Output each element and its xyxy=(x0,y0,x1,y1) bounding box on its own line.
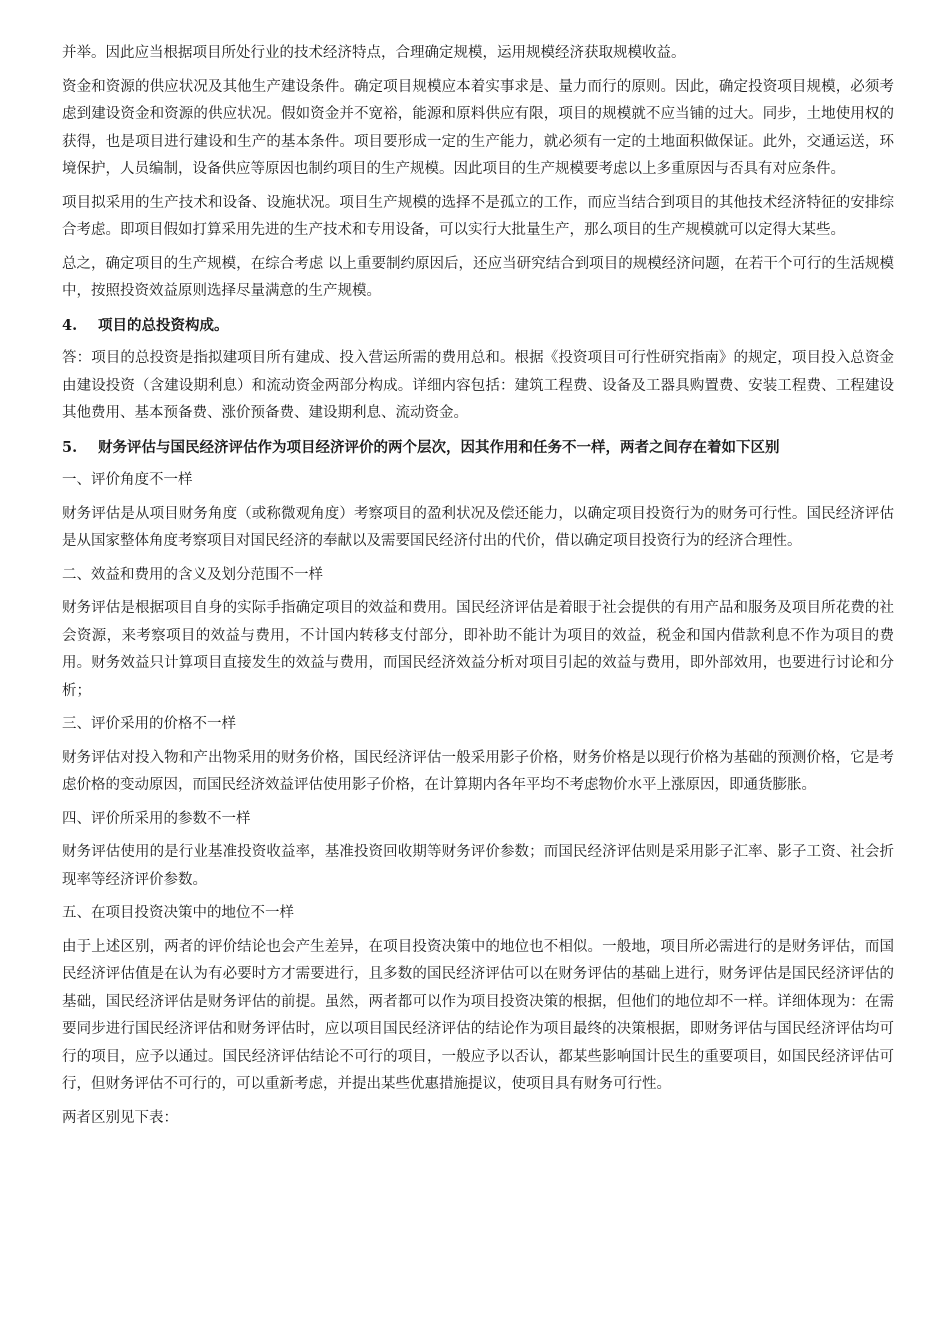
question-5-heading xyxy=(62,434,894,462)
question-4-answer: 答：项目的总投资是指拟建项目所有建成、投入营运所需的费用总和。根据《投资项目可行性研究指南》的规定，项目投入总资金由建设投资（含建设期利息）和流动资金两部分构成。详细内容包括：建筑工程费、设备及工器具购置费、安装工程费、工程建设其他费用、基本预备费、涨价预备费、建设期利息、流动资金。 xyxy=(62,350,894,421)
section-heading-4: 四、评价所采用的参数不一样 xyxy=(62,810,251,827)
section-body-1: 财务评估是从项目财务角度（或称微观角度）考察项目的盈利状况及偿还能力，以确定项目投资行为的财务可行性。国民经济评估是从国家整体角度考察项目对国民经济的奉献以及需要国民经济付出的代价，借以确定项目投资行为的经济合理性。 xyxy=(62,505,894,549)
section-body-3: 财务评估对投入物和产出物采用的财务价格，国民经济评估一般采用影子价格，财务价格是以现行价格为基础的预测价格，它是考虑价格的变动原因，而国民经济效益评估使用影子价格，在计算期内各年平均不考虑物价水平上涨原因，即通货膨胀。 xyxy=(62,749,894,793)
closing-line: 两者区别见下表： xyxy=(62,1109,178,1126)
question-4-number: 4. xyxy=(62,316,78,334)
paragraph-summary: 总之，确定项目的生产规模，在综合考虑 以上重要制约原因后，还应当研究结合到项目的规模经济问题，在若干个可行的生活规模中，按照投资效益原则选择尽量满意的生产规模。 xyxy=(62,255,894,299)
question-5-title: 财务评估与国民经济评估作为项目经济评价的两个层次，因其作用和任务不一样，两者之间存在着如下区别 xyxy=(98,438,780,456)
section-body-4: 财务评估使用的是行业基准投资收益率，基准投资回收期等财务评价参数；而国民经济评估则是采用影子汇率、影子工资、社会折现率等经济评价参数。 xyxy=(62,844,894,888)
paragraph-scale-economy: 并举。因此应当根据项目所处行业的技术经济特点，合理确定规模，运用规模经济获取规模收益。 xyxy=(62,45,686,61)
section-body-5: 由于上述区别，两者的评价结论也会产生差异，在项目投资决策中的地位也不相似。一般地，项目所必需进行的是财务评估，而国民经济评估值是在认为有必要时方才需要进行，且多数的国民经济评估可以在财务评估的基础上进行，财务评估是国民经济评估的基础，国民经济评估是财务评估的前提。虽然，两者都可以作为项目投资决策的根据，但他们的地位却不一样。详细体现为：在需要同步进行国民经济评估和财务评估时，应以项目国民经济评估的结论作为项目最终的决策根据，即财务评估与国民经济评估均可行的项目，应予以通过。国民经济评估结论不可行的项目，一般应予以否认，都某些影响国计民生的重要项目，如国民经济评估可行，但财务评估不可行的，可以重新考虑，并提出某些优惠措施提议，使项目具有财务可行性。 xyxy=(62,938,894,1092)
section-heading-1: 一、评价角度不一样 xyxy=(62,472,193,488)
section-heading-3: 三、评价采用的价格不一样 xyxy=(62,716,236,732)
question-5-number: 5. xyxy=(62,438,78,456)
section-heading-2: 二、效益和费用的含义及划分范围不一样 xyxy=(62,566,323,583)
section-body-2: 财务评估是根据项目自身的实际手指确定项目的效益和费用。国民经济评估是着眼于社会提供的有用产品和服务及项目所花费的社会资源，来考察项目的效益与费用，不计国内转移支付部分，即补助不能计为项目的效益，税金和国内借款利息不作为项目的费用。财务效益只计算项目直接发生的效益与费用，而国民经济效益分析对项目引起的效益与费用，即外部效用，也要进行讨论和分析； xyxy=(62,600,894,699)
paragraph-technology: 项目拟采用的生产技术和设备、设施状况。项目生产规模的选择不是孤立的工作，而应当结合到项目的其他技术经济特征的安排综合考虑。即项目假如打算采用先进的生产技术和专用设备，可以实行大批量生产，那么项目的生产规模就可以定得大某些。 xyxy=(62,194,894,238)
question-4-heading xyxy=(62,312,894,340)
section-heading-5: 五、在项目投资决策中的地位不一样 xyxy=(62,905,294,921)
paragraph-funds-resources: 资金和资源的供应状况及其他生产建设条件。确定项目规模应本着实事求是、量力而行的原则。因此，确定投资项目规模，必须考虑到建设资金和资源的供应状况。假如资金并不宽裕，能源和原料供应有限，项目的规模就不应当铺的过大。同步，土地使用权的获得，也是项目进行建设和生产的基本条件。项目要形成一定的生产能力，就必须有一定的土地面积做保证。此外，交通运送，环境保护，人员编制，设备供应等原因也制约项目的生产规模。因此项目的生产规模要考虑以上多重原因与否具有对应条件。 xyxy=(62,78,894,177)
question-4-title: 项目的总投资构成。 xyxy=(98,316,229,334)
